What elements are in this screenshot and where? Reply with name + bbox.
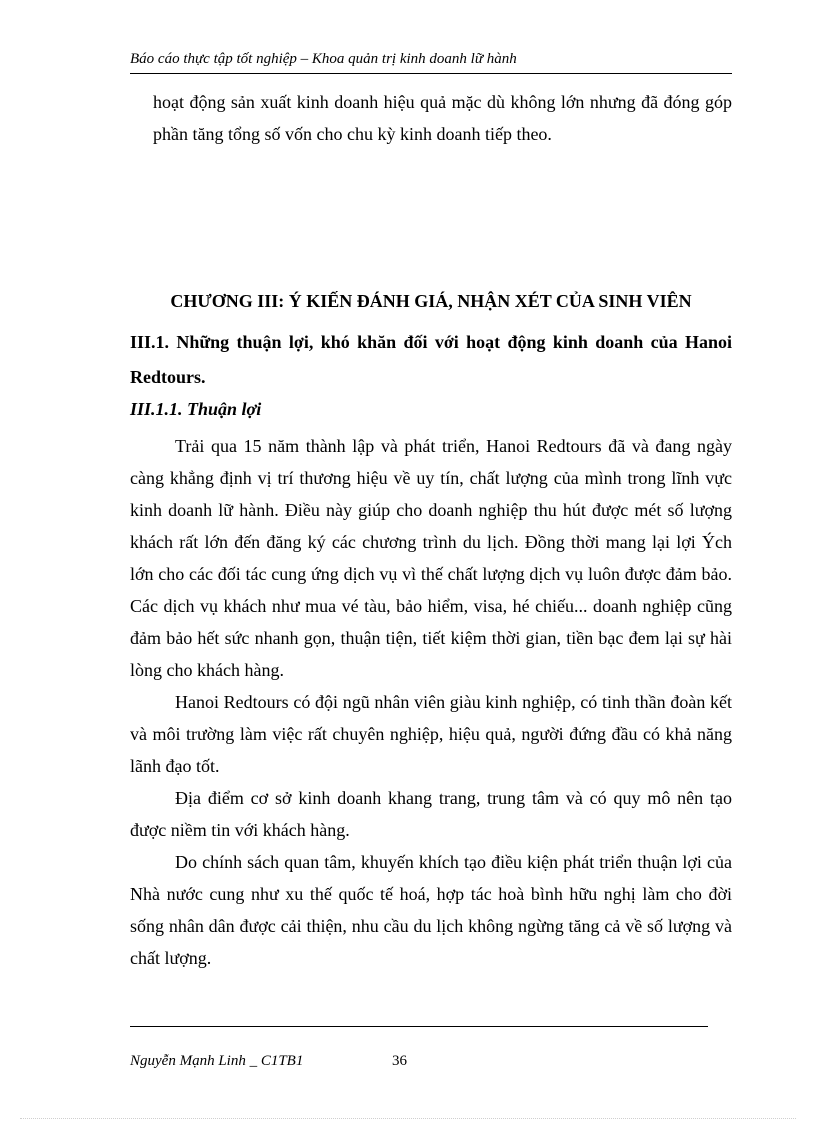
page-number: 36 xyxy=(392,1053,407,1069)
footer-author: Nguyễn Mạnh Linh _ C1TB1 xyxy=(130,1053,304,1069)
continuation-paragraph: hoạt động sản xuất kinh doanh hiệu quả mặc dù không lớn nhưng đã đóng góp phần tăng tổng số vốn cho chu kỳ kinh doanh tiếp theo. xyxy=(153,92,732,144)
running-header: Báo cáo thực tập tốt nghiệp – Khoa quản trị kinh doanh lữ hành xyxy=(130,51,517,67)
subsection-title: III.1.1. Thuận lợi xyxy=(130,399,262,419)
footer-rule xyxy=(130,1026,708,1027)
paragraph: Trải qua 15 năm thành lập và phát triển, Hanoi Redtours đã và đang ngày càng khẳng định vị trí thương hiệu về uy tín, chất lượng của mình trong lĩnh vực kinh doanh lữ hành. Điều này giúp cho doanh nghiệp thu hút được mét số lượng khách rất lớn đến đăng ký các chương trình du lịch. Đồng thời mang lại lợi Ých lớn cho các đối tác cung ứng dịch vụ vì thế chất lượng dịch vụ luôn được đảm bảo. Các dịch vụ khách như mua vé tàu, bảo hiểm, visa, hé chiếu... doanh nghiệp cũng đảm bảo hết sức nhanh gọn, thuận tiện, tiết kiệm thời gian, tiền bạc đem lại sự hài lòng cho khách hàng. xyxy=(130,436,732,680)
paragraph: Hanoi Redtours có đội ngũ nhân viên giàu kinh nghiệp, có tinh thần đoàn kết và môi trường làm việc rất chuyên nghiệp, hiệu quả, người đứng đầu có khả năng lãnh đạo tốt. xyxy=(130,692,732,776)
header-rule xyxy=(130,73,732,74)
paragraph: Do chính sách quan tâm, khuyến khích tạo điều kiện phát triển thuận lợi của Nhà nước cung như xu thế quốc tế hoá, hợp tác hoà bình hữu nghị làm cho đời sống nhân dân được cải thiện, nhu cầu du lịch không ngừng tăng cả về số lượng và chất lượng. xyxy=(130,852,732,968)
continuation-block xyxy=(130,86,732,150)
chapter-title: CHƯƠNG III: Ý KIẾN ĐÁNH GIÁ, NHẬN XÉT CỦA SINH VIÊN xyxy=(170,291,692,311)
paragraph: Địa điểm cơ sở kinh doanh khang trang, trung tâm và có quy mô nên tạo được niềm tin với khách hàng. xyxy=(130,788,732,840)
page-edge xyxy=(20,1118,796,1119)
section-title: III.1. Những thuận lợi, khó khăn đối với hoạt động kinh doanh của Hanoi Redtours. xyxy=(130,332,732,387)
body-paragraphs xyxy=(130,430,732,974)
